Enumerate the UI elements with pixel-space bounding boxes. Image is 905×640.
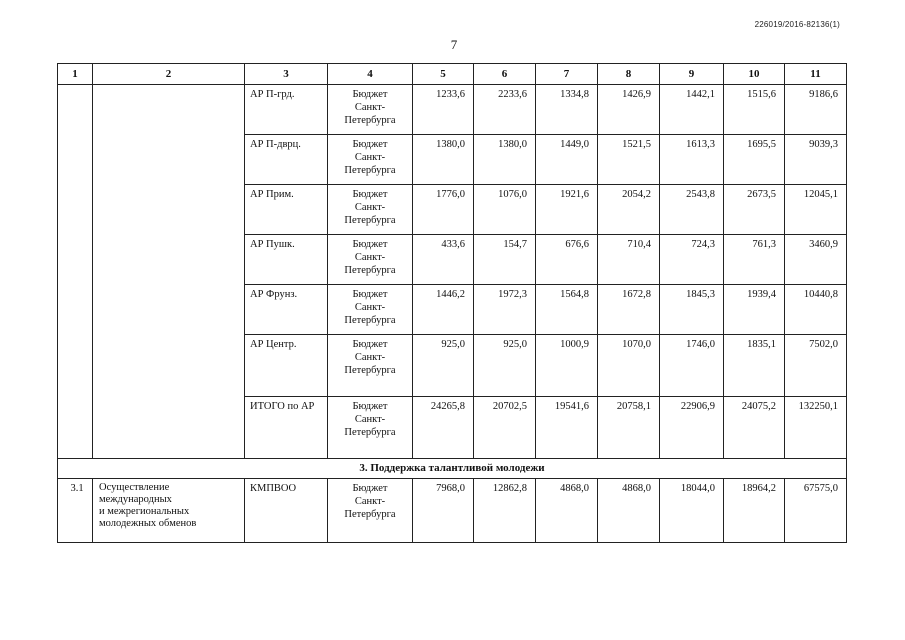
value-cell: 1446,2 xyxy=(413,285,474,335)
value-cell: 7968,0 xyxy=(413,479,474,543)
cell-line: Петербурга xyxy=(344,115,396,126)
value-cell: 925,0 xyxy=(413,335,474,397)
value-cell: 4868,0 xyxy=(598,479,660,543)
value-cell: 9186,6 xyxy=(785,85,847,135)
column-header-1: 1 xyxy=(58,64,93,85)
value-cell: 925,0 xyxy=(474,335,536,397)
cell-line: Бюджет xyxy=(352,289,388,300)
page-number: 7 xyxy=(450,37,458,52)
cell-line: молодежных обменов xyxy=(99,518,197,529)
value-cell: 18044,0 xyxy=(660,479,724,543)
cell-line: Бюджет xyxy=(352,401,388,412)
column-header-7: 7 xyxy=(536,64,598,85)
item-name xyxy=(93,479,245,543)
item-number-cell xyxy=(58,85,93,459)
cell-line: Петербурга xyxy=(344,215,396,226)
funding-source-cell xyxy=(328,135,413,185)
cell-line: Петербурга xyxy=(344,427,396,438)
value-cell: 1515,6 xyxy=(724,85,785,135)
executor-cell: АР Прим. xyxy=(245,185,328,235)
value-cell: 2543,8 xyxy=(660,185,724,235)
funding-source-cell xyxy=(328,285,413,335)
cell-line: Санкт- xyxy=(354,202,386,213)
cell-line: Петербурга xyxy=(344,315,396,326)
value-cell: 12862,8 xyxy=(474,479,536,543)
value-cell: 1921,6 xyxy=(536,185,598,235)
funding-source-cell xyxy=(328,185,413,235)
cell-line: Бюджет xyxy=(352,239,388,250)
value-cell: 1695,5 xyxy=(724,135,785,185)
cell-line: Бюджет xyxy=(352,89,388,100)
cell-line: Санкт- xyxy=(354,414,386,425)
value-cell: 1776,0 xyxy=(413,185,474,235)
value-cell: 1672,8 xyxy=(598,285,660,335)
value-cell: 67575,0 xyxy=(785,479,847,543)
value-cell: 1972,3 xyxy=(474,285,536,335)
value-cell: 9039,3 xyxy=(785,135,847,185)
executor-cell: ИТОГО по АР xyxy=(245,397,328,459)
executor-cell: АР Фрунз. xyxy=(245,285,328,335)
value-cell: 2673,5 xyxy=(724,185,785,235)
cell-line: Санкт- xyxy=(354,302,386,313)
budget-table xyxy=(57,63,847,543)
value-cell: 1521,5 xyxy=(598,135,660,185)
value-cell: 1939,4 xyxy=(724,285,785,335)
cell-line: Санкт- xyxy=(354,102,386,113)
value-cell: 1380,0 xyxy=(474,135,536,185)
executor-cell: АР П-грд. xyxy=(245,85,328,135)
table-row xyxy=(58,85,847,135)
column-header-2: 2 xyxy=(93,64,245,85)
cell-line: Санкт- xyxy=(354,352,386,363)
column-header-6: 6 xyxy=(474,64,536,85)
value-cell: 761,3 xyxy=(724,235,785,285)
section-title: 3. Поддержка талантливой молодежи xyxy=(58,459,847,479)
cell-line: Петербурга xyxy=(344,165,396,176)
cell-line: Осуществление xyxy=(99,482,170,493)
item-number: 3.1 xyxy=(58,479,93,543)
value-cell: 1564,8 xyxy=(536,285,598,335)
funding-source-cell xyxy=(328,397,413,459)
value-cell: 3460,9 xyxy=(785,235,847,285)
value-cell: 710,4 xyxy=(598,235,660,285)
funding-source-cell xyxy=(328,335,413,397)
funding-source-cell xyxy=(328,235,413,285)
value-cell: 2054,2 xyxy=(598,185,660,235)
value-cell: 1442,1 xyxy=(660,85,724,135)
cell-line: Санкт- xyxy=(354,252,386,263)
item-name-cell xyxy=(93,85,245,459)
value-cell: 2233,6 xyxy=(474,85,536,135)
column-number-row xyxy=(58,64,847,85)
value-cell: 1000,9 xyxy=(536,335,598,397)
value-cell: 1746,0 xyxy=(660,335,724,397)
column-header-8: 8 xyxy=(598,64,660,85)
value-cell: 1613,3 xyxy=(660,135,724,185)
value-cell: 20702,5 xyxy=(474,397,536,459)
table-row xyxy=(58,479,847,543)
column-header-5: 5 xyxy=(413,64,474,85)
executor-cell: КМПВОО xyxy=(245,479,328,543)
cell-line: международных xyxy=(99,494,172,505)
cell-line: Петербурга xyxy=(344,265,396,276)
column-header-3: 3 xyxy=(245,64,328,85)
value-cell: 676,6 xyxy=(536,235,598,285)
value-cell: 24075,2 xyxy=(724,397,785,459)
value-cell: 1334,8 xyxy=(536,85,598,135)
value-cell: 1845,3 xyxy=(660,285,724,335)
executor-cell: АР Пушк. xyxy=(245,235,328,285)
cell-line: Санкт- xyxy=(354,152,386,163)
value-cell: 1426,9 xyxy=(598,85,660,135)
value-cell: 1233,6 xyxy=(413,85,474,135)
value-cell: 1835,1 xyxy=(724,335,785,397)
funding-source-cell xyxy=(328,85,413,135)
value-cell: 24265,8 xyxy=(413,397,474,459)
value-cell: 19541,6 xyxy=(536,397,598,459)
value-cell: 1076,0 xyxy=(474,185,536,235)
column-header-9: 9 xyxy=(660,64,724,85)
value-cell: 154,7 xyxy=(474,235,536,285)
cell-line: Бюджет xyxy=(352,483,388,494)
cell-line: Бюджет xyxy=(352,139,388,150)
executor-cell: АР П-дврц. xyxy=(245,135,328,185)
document-id: 226019/2016-82136(1) xyxy=(754,20,840,29)
value-cell: 1380,0 xyxy=(413,135,474,185)
value-cell: 18964,2 xyxy=(724,479,785,543)
value-cell: 4868,0 xyxy=(536,479,598,543)
value-cell: 433,6 xyxy=(413,235,474,285)
value-cell: 10440,8 xyxy=(785,285,847,335)
column-header-4: 4 xyxy=(328,64,413,85)
column-header-11: 11 xyxy=(785,64,847,85)
value-cell: 724,3 xyxy=(660,235,724,285)
value-cell: 1070,0 xyxy=(598,335,660,397)
cell-line: Санкт- xyxy=(354,496,386,507)
cell-line: и межрегиональных xyxy=(99,506,190,517)
value-cell: 22906,9 xyxy=(660,397,724,459)
column-header-10: 10 xyxy=(724,64,785,85)
value-cell: 7502,0 xyxy=(785,335,847,397)
value-cell: 1449,0 xyxy=(536,135,598,185)
value-cell: 20758,1 xyxy=(598,397,660,459)
funding-source-cell xyxy=(328,479,413,543)
cell-line: Бюджет xyxy=(352,189,388,200)
value-cell: 132250,1 xyxy=(785,397,847,459)
cell-line: Петербурга xyxy=(344,365,396,376)
executor-cell: АР Центр. xyxy=(245,335,328,397)
section-row xyxy=(58,459,847,479)
cell-line: Петербурга xyxy=(344,509,396,520)
cell-line: Бюджет xyxy=(352,339,388,350)
value-cell: 12045,1 xyxy=(785,185,847,235)
